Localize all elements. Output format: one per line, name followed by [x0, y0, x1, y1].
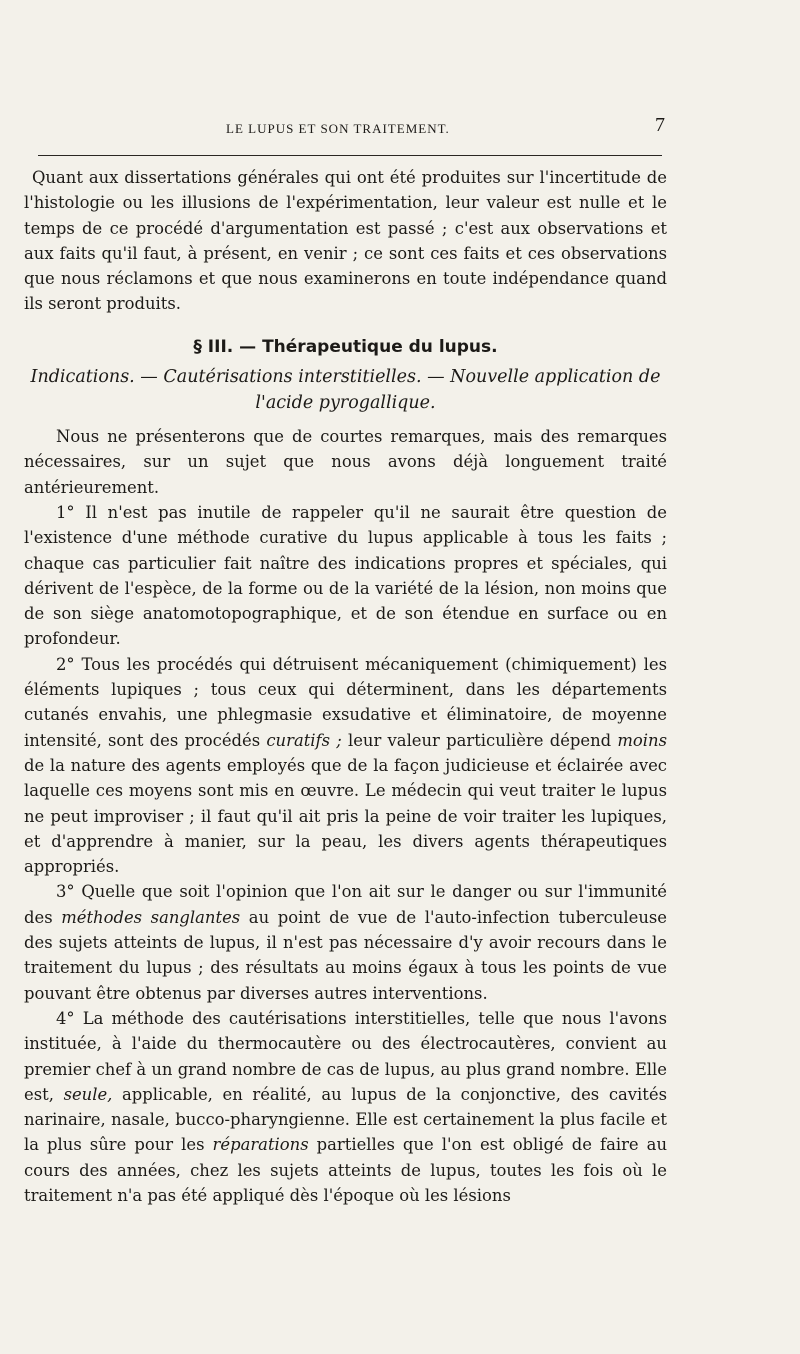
paragraph-5-text-a: 3° Quelle que soit l'opinion que l'on ait sur le danger ou sur l'immunité des [24, 882, 667, 927]
paragraph-5-text-b: au point de vue de l'auto-infection tuberculeuse des sujets atteints de lupus, il n'est pas nécessaire d'y avoir recours dans le traitement du lupus ; des résultats au moins égaux à tous les points de vue pouvant être obtenus par diverses autres interventions. [24, 907, 667, 1003]
paragraph-6-text-c: partielles que l'on est obligé de faire au cours des années, chez les sujets atteints de lupus, toutes les fois où le traitement n'a pas été appliqué dès l'époque où les lésions [24, 1135, 667, 1205]
paragraph-3: 1° Il n'est pas inutile de rappeler qu'il ne saurait être question de l'existence d'une méthode curative du lupus applicable à tous les faits ; chaque cas particulier fait naître des indications propres et spéciales, qui dérivent de l'espèce, de la forme ou de la variété de la lésion, non moins que de son siège anatomotopographique, et de son étendue en surface ou en profondeur. [24, 502, 667, 649]
paragraph-4-emphasis-1: curatifs ; [266, 730, 342, 750]
paragraph-6-text-a: 4° La méthode des cautérisations interstitielles, telle que nous l'avons instituée, à l'aide du thermocautère ou des électrocautères, convient au premier chef à un grand nombre de cas de lupus, au plus grand nombre. Elle est, [24, 1008, 667, 1104]
header-rule [38, 155, 662, 156]
running-title: LE LUPUS ET SON TRAITEMENT. [226, 121, 450, 136]
paragraph-5-emphasis: méthodes sanglantes [61, 907, 241, 927]
paragraph-6 [24, 1006, 667, 1208]
page-number: 7 [655, 114, 666, 136]
paragraph-2: Nous ne présenterons que de courtes remarques, mais des remarques nécessaires, sur un sujet que nous avons déjà longuement traité antérieurement. [24, 427, 667, 497]
running-header [0, 0, 800, 140]
paragraph-4-text-a: 2° Tous les procédés qui détruisent mécaniquement (chimiquement) les éléments lupiques ; tous ceux qui déterminent, dans les départements cutanés envahis, une phlegmasie exsudative et éliminatoire, de moyenne intensité, sont des procédés [24, 654, 667, 750]
section-heading: § III. — Thérapeutique du lupus. [193, 336, 498, 357]
paragraph-5 [24, 879, 667, 1005]
paragraph-4-text-b: leur valeur particulière dépend [341, 730, 618, 750]
paragraph-6-text-b: applicable, en réalité, au lupus de la conjonctive, des cavités narinaire, nasale, bucco-pharyngienne. Elle est certainement la plus facile et la plus sûre pour les [24, 1084, 667, 1155]
paragraph-4 [24, 652, 667, 880]
paragraph-1: Quant aux dissertations générales qui ont été produites sur l'incertitude de l'histologie ou les illusions de l'expérimentation, leur valeur est nulle et le temps de ce procédé d'argumentation est passé ; c'est aux observations et aux faits qu'il faut, à présent, en venir ; ce sont ces faits et ces observations que nous réclamons et que nous examinerons en toute indépendance quand ils seront produits. [24, 168, 667, 314]
paragraph-6-emphasis-2: réparations [212, 1135, 309, 1155]
paragraph-6-emphasis-1: seule, [63, 1084, 113, 1104]
paragraph-4-text-c: de la nature des agents employés que de la façon judicieuse et éclairée avec laquelle ces moyens sont mis en œuvre. Le médecin qui veut traiter le lupus ne peut improviser ; il faut qu'il ait pris la peine de voir traiter les lupiques, et d'apprendre à manier, sur la peau, les divers agents thérapeutiques appropriés. [24, 755, 667, 877]
paragraph-4-emphasis-2: moins [617, 730, 667, 750]
section-subtitle: Indications. — Cautérisations interstitielles. — Nouvelle application de l'acide pyrogallique. [30, 367, 661, 414]
page-body [24, 165, 667, 1208]
